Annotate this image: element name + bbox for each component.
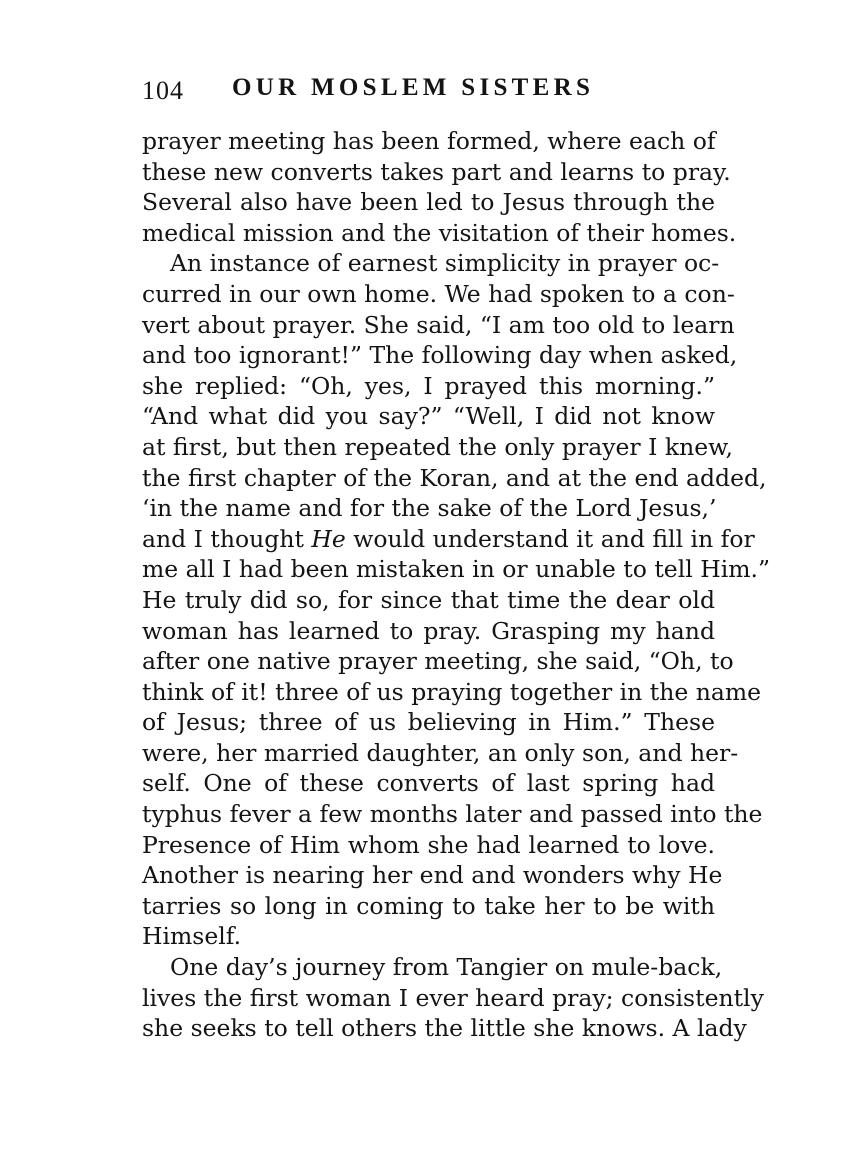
text-line: she replied: “Oh, yes, I prayed this morning.” xyxy=(142,371,715,400)
text-line: Presence of Him whom she had learned to love. xyxy=(142,830,715,859)
text-line: medical mission and the visitation of their homes. xyxy=(142,218,737,247)
running-title: OUR MOSLEM SISTERS xyxy=(232,74,595,101)
text-line: prayer meeting has been formed, where each of xyxy=(142,127,716,155)
emphasized-word: He xyxy=(311,524,346,553)
text-line: One day’s journey from Tangier on mule-back, xyxy=(170,953,723,982)
text-line: she seeks to tell others the little she knows. A lady xyxy=(142,1014,747,1043)
text-line: “And what did you say?” “Well, I did not know xyxy=(142,402,715,431)
body-text xyxy=(142,126,770,1044)
text-line: He truly did so, for since that time the dear old xyxy=(142,585,715,614)
text-line: of Jesus; three of us believing in Him.” These xyxy=(142,708,715,737)
text-line: vert about prayer. She said, “I am too old to learn xyxy=(142,310,735,339)
text-line: woman has learned to pray. Grasping my hand xyxy=(142,616,715,645)
text-line: Himself. xyxy=(142,922,242,951)
text-line: at first, but then repeated the only prayer I knew, xyxy=(142,432,733,461)
text-line: these new converts takes part and learns to pray. xyxy=(142,157,731,186)
text-line: Another is nearing her end and wonders why He xyxy=(142,861,723,890)
text-line: An instance of earnest simplicity in prayer oc- xyxy=(170,249,720,278)
text-line xyxy=(142,524,755,555)
text-line: and too ignorant!” The following day when asked, xyxy=(142,341,738,370)
text-line: lives the first woman I ever heard pray; consistently xyxy=(142,983,764,1012)
text-line: think of it! three of us praying together in the name xyxy=(142,677,762,706)
text-line: were, her married daughter, an only son, and her- xyxy=(142,738,739,767)
text-line: me all I had been mistaken in or unable to tell Him.” xyxy=(142,555,770,584)
text-line: tarries so long in coming to take her to be with xyxy=(142,891,715,920)
running-head xyxy=(140,70,720,110)
text-line: after one native prayer meeting, she said, “Oh, to xyxy=(142,647,734,676)
text-line: curred in our own home. We had spoken to a con- xyxy=(142,279,735,308)
text-fragment: would understand it and fill in for xyxy=(345,524,755,553)
page-number: 104 xyxy=(142,76,184,105)
text-line: ‘in the name and for the sake of the Lord Jesus,’ xyxy=(142,494,717,523)
text-line: Several also have been led to Jesus through the xyxy=(142,188,715,217)
text-fragment: and I thought xyxy=(142,524,312,553)
text-line: typhus fever a few months later and passed into the xyxy=(142,800,763,829)
text-line: the first chapter of the Koran, and at the end added, xyxy=(142,463,767,492)
text-line: self. One of these converts of last spring had xyxy=(142,769,715,798)
